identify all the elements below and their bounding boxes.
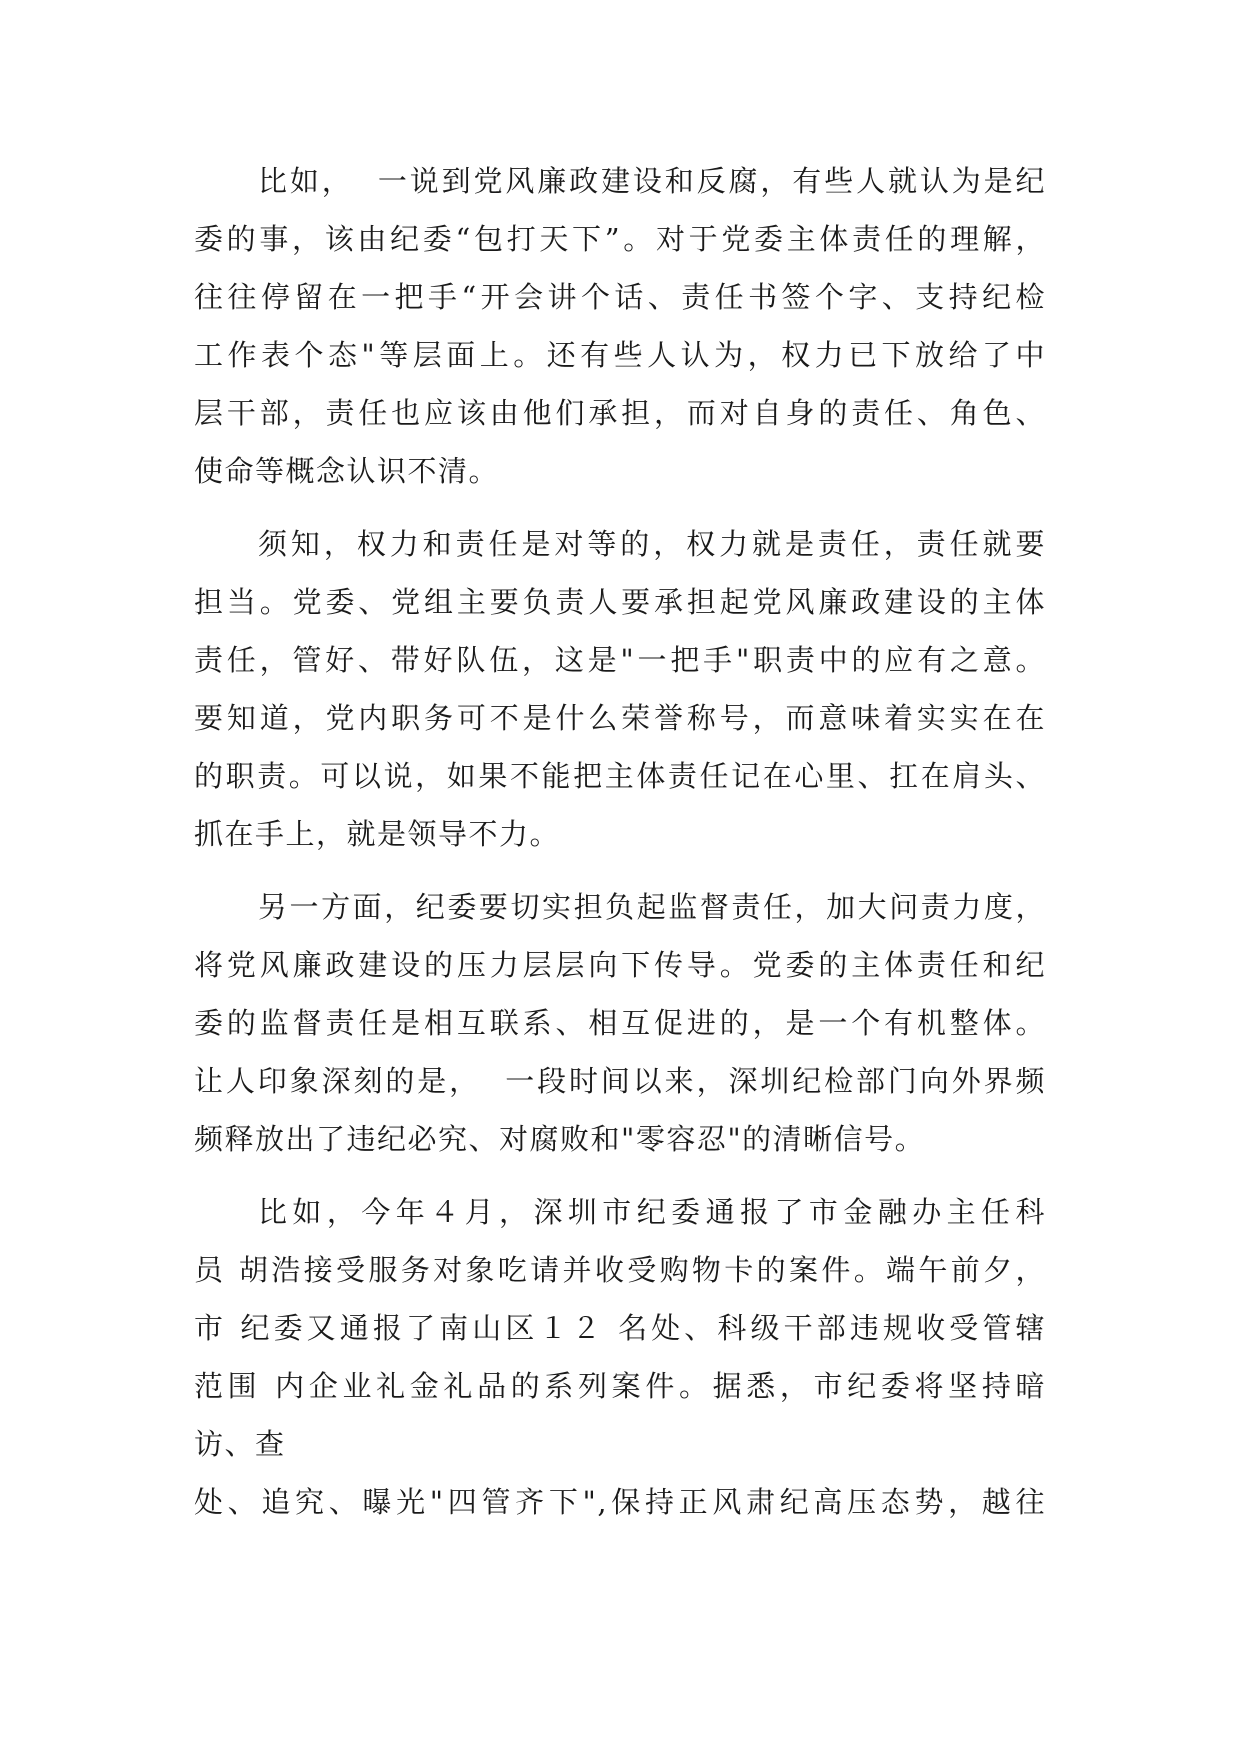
text-line: 往往停留在一把手“开会讲个话、责任书签个字、支持纪检	[194, 280, 1046, 314]
text-line: 抓在手上，就是领导不力。	[194, 817, 561, 851]
paragraph-2	[194, 515, 1046, 863]
text-line: 让人印象深刻的是， 一段时间以来，深圳纪检部门向外界频	[194, 1064, 1046, 1098]
text-line: 层干部，责任也应该由他们承担，而对自身的责任、角色、	[194, 396, 1046, 430]
text-line: 要知道，党内职务可不是什么荣誉称号，而意味着实实在在	[194, 701, 1046, 735]
text-line: 将党风廉政建设的压力层层向下传导。党委的主体责任和纪	[194, 948, 1046, 982]
text-line: 委的事，该由纪委“包打天下”。对于党委主体责任的理解，	[194, 222, 1046, 256]
text-line: 责任，管好、带好队伍，这是"一把手"职责中的应有之意。	[194, 643, 1046, 677]
text-line: 市 纪委又通报了南山区１２ 名处、科级干部违规收受管辖	[194, 1311, 1046, 1345]
document-body	[194, 152, 1046, 1546]
text-line: 担当。党委、党组主要负责人要承担起党风廉政建设的主体	[194, 585, 1046, 619]
text-line: 委的监督责任是相互联系、相互促进的，是一个有机整体。	[194, 1006, 1046, 1040]
text-line: 的职责。可以说，如果不能把主体责任记在心里、扛在肩头、	[194, 759, 1046, 793]
text-line: 须知，权力和责任是对等的，权力就是责任，责任就要	[258, 527, 1046, 561]
text-line: 频释放出了违纪必究、对腐败和"零容忍"的清晰信号。	[194, 1122, 926, 1156]
text-line: 访、查	[194, 1427, 286, 1461]
paragraph-1	[194, 152, 1046, 500]
paragraph-3	[194, 878, 1046, 1168]
paragraph-4	[194, 1183, 1046, 1531]
text-line: 处、追究、曝光"四管齐下",保持正风肃纪高压态势，越往	[194, 1485, 1046, 1519]
text-line: 员 胡浩接受服务对象吃请并收受购物卡的案件。端午前夕，	[194, 1253, 1046, 1287]
text-line: 范围 内企业礼金礼品的系列案件。据悉，市纪委将坚持暗	[194, 1369, 1046, 1403]
text-line: 使命等概念认识不清。	[194, 454, 500, 488]
text-line: 工作表个态"等层面上。还有些人认为，权力已下放给了中	[194, 338, 1046, 372]
text-line: 比如，今年４月，深圳市纪委通报了市金融办主任科	[258, 1195, 1046, 1229]
text-line: 比如， 一说到党风廉政建设和反腐，有些人就认为是纪	[258, 164, 1046, 198]
text-line: 另一方面，纪委要切实担负起监督责任，加大问责力度，	[258, 890, 1046, 924]
